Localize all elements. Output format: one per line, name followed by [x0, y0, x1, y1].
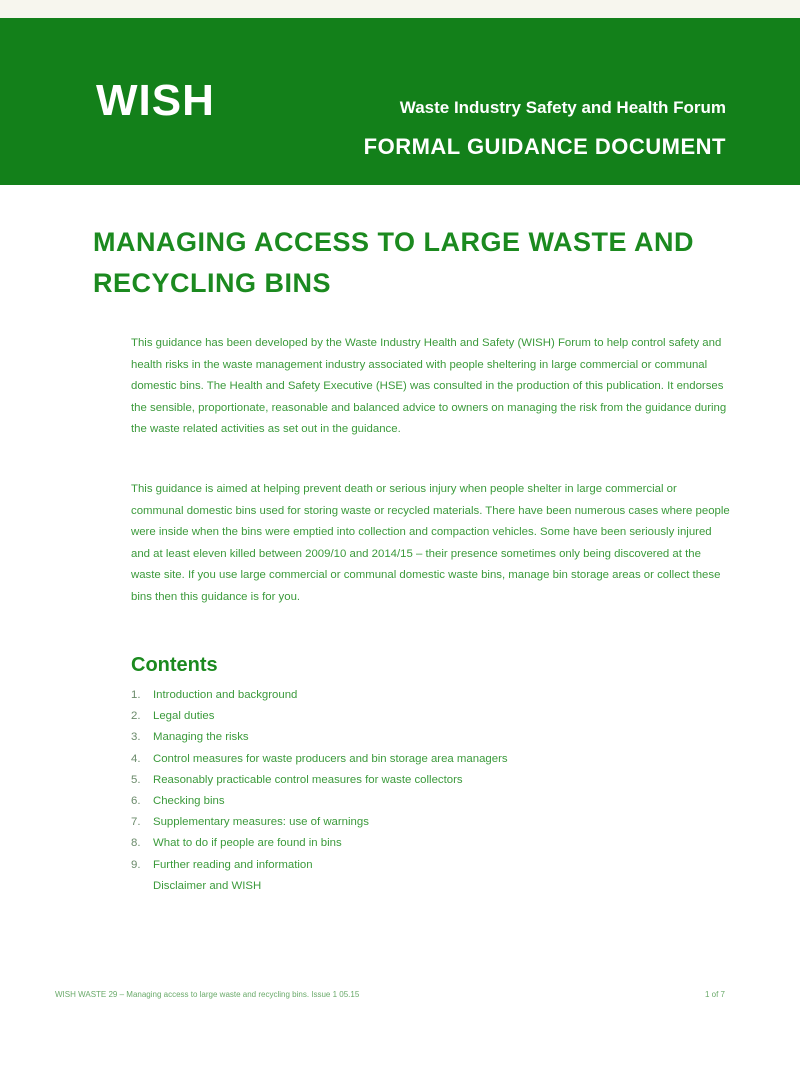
toc-label: Introduction and background	[153, 689, 298, 701]
toc-number: 7.	[131, 816, 141, 829]
purpose-paragraph: This guidance is aimed at helping prevent death or serious injury when people shelter in large commercial or communal domestic bins used for storing waste or recycled materials. There have been numerous cases where people were inside when the bins were emptied into collection and compaction vehicles. Some have been seriously injured and at least eleven killed between 2009/10 and 2014/15 – their presence sometimes only being discovered at the waste site. If you use large commercial or communal domestic waste bins, manage bin storage areas or collect these bins then this guidance is for you.	[131, 483, 730, 603]
toc-item[interactable]	[131, 833, 508, 854]
toc-label: Managing the risks	[153, 731, 249, 744]
intro-paragraph: This guidance has been developed by the Waste Industry Health and Safety (WISH) Forum to help control safety and health risks in the waste management industry associated with people sheltering in large commercial or communal domestic bins. The Health and Safety Executive (HSE) was consulted in the production of this publication. It endorses the sensible, proportionate, reasonable and balanced advice to owners on managing the risk from the guidance during the waste related activities as set out in the guidance.	[131, 337, 727, 435]
toc-item[interactable]	[131, 876, 508, 897]
toc-label: What to do if people are found in bins	[153, 837, 342, 850]
toc-label: Reasonably practicable control measures for waste collectors	[153, 773, 463, 786]
toc-item[interactable]	[131, 749, 508, 770]
toc-item[interactable]	[131, 770, 508, 791]
toc-item[interactable]	[131, 685, 508, 706]
toc-label: Disclaimer and WISH	[153, 879, 262, 892]
toc-number: 6.	[131, 794, 141, 807]
organization-name: Waste Industry Safety and Health Forum	[399, 98, 726, 117]
header-banner	[0, 18, 800, 185]
footer-document-reference: WISH WASTE 29 – Managing access to large waste and recycling bins. Issue 1 05.15	[55, 990, 360, 999]
contents-heading: Contents	[131, 654, 218, 676]
page-number: 1 of 7	[704, 990, 725, 999]
toc-label: Further reading and information	[153, 858, 313, 871]
wish-logo: WISH	[96, 76, 215, 125]
top-margin	[0, 0, 800, 18]
toc-item[interactable]	[131, 706, 508, 727]
toc-item[interactable]	[131, 791, 508, 812]
toc-number: 5.	[131, 773, 141, 786]
toc-number: 9.	[131, 858, 141, 871]
page-footer	[55, 990, 725, 999]
document-title: MANAGING ACCESS TO LARGE WASTE AND RECYCLING BINS	[93, 227, 695, 298]
toc-number: 3.	[131, 731, 141, 744]
toc-number: 1.	[131, 689, 141, 701]
table-of-contents	[131, 685, 508, 897]
toc-label: Supplementary measures: use of warnings	[153, 816, 369, 829]
toc-item[interactable]	[131, 812, 508, 833]
toc-number: 2.	[131, 710, 141, 723]
toc-label: Legal duties	[153, 710, 215, 723]
document-type: FORMAL GUIDANCE DOCUMENT	[363, 134, 726, 159]
toc-label: Checking bins	[153, 794, 225, 807]
toc-number: 8.	[131, 837, 141, 850]
toc-item[interactable]	[131, 727, 508, 748]
toc-label: Control measures for waste producers and bin storage area managers	[153, 752, 508, 765]
toc-number: 4.	[131, 752, 141, 765]
toc-number	[131, 876, 153, 897]
toc-item[interactable]	[131, 855, 508, 876]
